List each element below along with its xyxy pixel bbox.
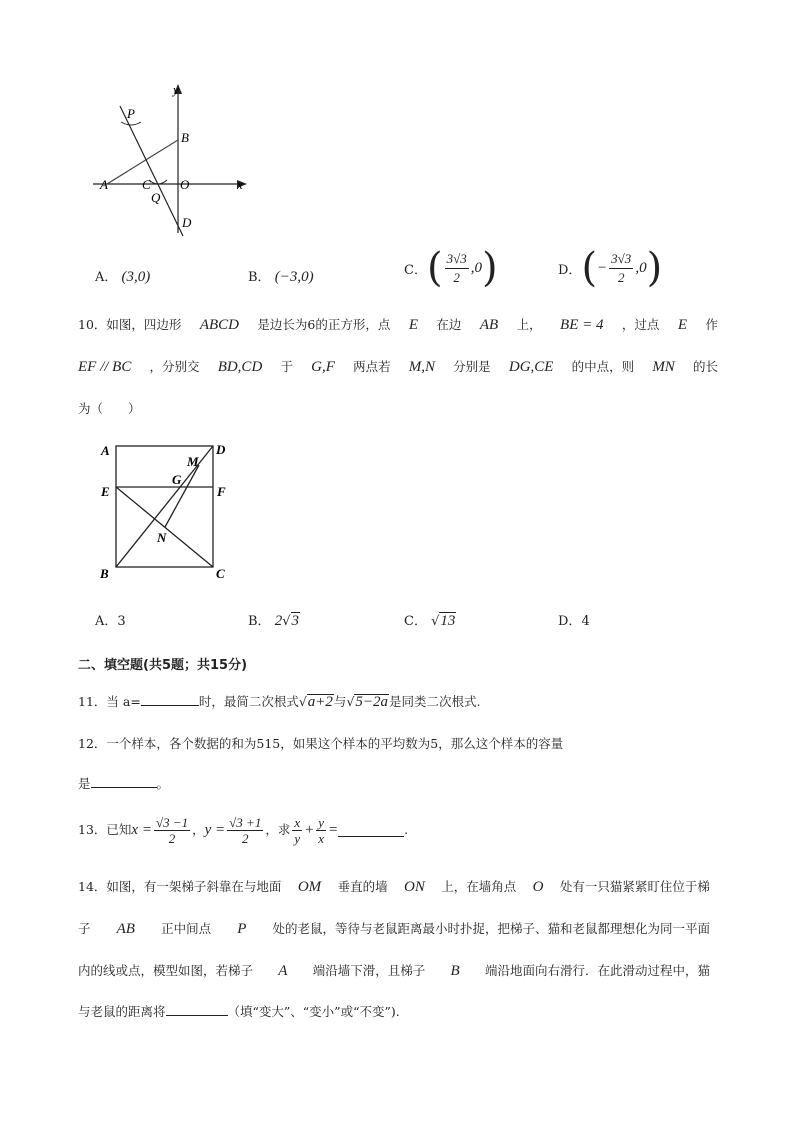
q10-option-a[interactable]: A．3 [95, 614, 126, 629]
q9-option-b[interactable]: B． (−3,0) [248, 269, 314, 285]
q13-answer-blank[interactable] [338, 836, 404, 837]
label-b: B [181, 130, 189, 145]
q9-option-d[interactable]: D． ( − $\frac{3√3}{2}$ ,0 ) [558, 245, 663, 291]
q10-option-c[interactable]: C． √13 [404, 613, 456, 629]
q13: 13．已知 x = $\frac{√3 -1}{2}$ ， y = $\frac{√3 +1}{2}$ ，求 $\frac{x}{y}$ + $\frac{y}{x}$ = . [78, 815, 409, 846]
q11: 11．当 a= 时，最简二次根式 √ a+2 与 √ 5−2a 是同类二次根式. [78, 694, 481, 710]
q10-line1: 10．如图，四边形 ABCD 是边长为6的正方形，点 E 在边 AB 上， BE = 4 ，过点 E 作 [78, 317, 718, 333]
q14-answer-blank[interactable] [166, 1015, 228, 1016]
q11-answer-blank[interactable] [141, 705, 199, 706]
q14-line3: 内的线或点，模型如图，若梯子 A 端沿墙下滑，且梯子 B 端沿地面向右滑行．在此滑动过程中，猫 [78, 963, 710, 979]
section-title: 二、填空题(共5题；共15分) [78, 658, 248, 673]
label-p: P [127, 106, 135, 121]
sq-label-g: G [172, 472, 182, 487]
sq-label-f: F [217, 484, 226, 499]
label-o: O [180, 177, 190, 192]
label-d: D [182, 215, 192, 230]
sq-label-n: N [157, 530, 167, 545]
q10-option-b[interactable]: B． 2√3 [248, 613, 299, 629]
q14-line1: 14．如图，有一架梯子斜靠在与地面 OM 垂直的墙 ON 上，在墙角点 O 处有一只猫紧紧盯住位于梯 [78, 879, 710, 895]
label-c: C [142, 177, 151, 192]
q12-answer-blank[interactable] [91, 787, 157, 788]
sq-label-d: D [216, 442, 226, 457]
sq-label-a: A [101, 443, 110, 458]
square-figure [95, 438, 235, 583]
q12-line2: 是 。 [78, 776, 170, 791]
q12-line1: 12．一个样本，各个数据的和为515，如果这个样本的平均数为5，那么这个样本的容量 [78, 736, 564, 751]
label-a: A [100, 177, 108, 192]
q9-option-a[interactable]: A． (3,0) [95, 269, 151, 285]
coordinate-figure [85, 78, 255, 243]
sq-label-m: M [187, 454, 199, 469]
q14-line2: 子 AB 正中间点 P 处的老鼠，等待与老鼠距离最小时扑捉，把梯子、猫和老鼠都理想化为同一平面 [78, 921, 710, 937]
label-y: y [173, 82, 179, 97]
q10-option-d[interactable]: D．4 [558, 614, 590, 629]
label-q: Q [151, 190, 161, 205]
q10-line2: EF // BC ，分别交 BD,CD 于 G,F 两点若 M,N 分别是 DG,CE 的中点，则 MN 的长 [78, 359, 718, 375]
sq-label-c: C [216, 566, 225, 581]
q14-line4: 与老鼠的距离将 （填“变大”、“变小”或“不变”). [78, 1004, 400, 1019]
sq-label-b: B [100, 566, 109, 581]
sq-label-e: E [101, 484, 110, 499]
q9-option-c[interactable]: C． ( $\frac{3√3}{2}$ ,0 ) [404, 245, 498, 291]
label-x: x [237, 177, 243, 192]
q10-line3: 为（ ） [78, 401, 141, 416]
